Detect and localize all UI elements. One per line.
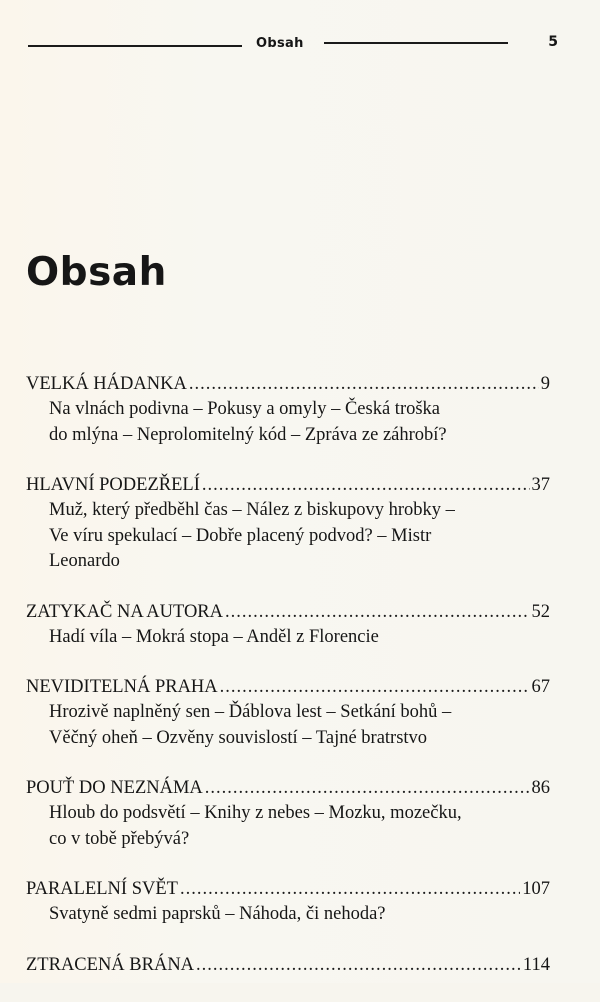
toc-entry-title: VELKÁ HÁDANKA [26, 374, 187, 394]
toc-entry-header [26, 371, 550, 397]
page-title: Obsah [26, 250, 167, 295]
toc-entry-title: ZATYKAČ NA AUTORA [26, 601, 224, 622]
toc-entry-title: NEVIDITELNÁ PRAHA [26, 677, 218, 697]
toc-leader-dots [220, 674, 530, 700]
toc-entry-subtitle [49, 902, 550, 928]
toc-entry-header [26, 674, 550, 700]
toc-entry-title: PARALELNÍ SVĚT [26, 879, 178, 899]
toc-entry [26, 876, 550, 928]
toc-leader-dots [196, 952, 521, 978]
toc-entry-page: 52 [531, 601, 550, 622]
toc-entry-subtitle [49, 397, 550, 448]
toc-entry-subtitle [49, 498, 550, 575]
toc-entry [26, 472, 550, 575]
toc-subtitle-line: Ve víru spekulací – Dobře placený podvod? – Mistr [49, 525, 432, 546]
toc-entry-page: 86 [531, 778, 550, 798]
toc-entry-subtitle [49, 801, 550, 852]
toc-entry [26, 952, 550, 978]
toc-subtitle-line: Věčný oheň – Ozvěny souvislostí – Tajné bratrstvo [49, 727, 428, 748]
toc-subtitle-line: do mlýna – Neprolomitelný kód – Zpráva ze záhrobí? [49, 424, 447, 445]
toc-entry-header [26, 952, 550, 978]
toc-leader-dots [189, 371, 539, 397]
toc-entry [26, 674, 550, 751]
toc-subtitle-line: Muž, který předběhl čas – Nález z biskupovy hrobky – [49, 500, 455, 520]
toc-entry-page: 9 [540, 374, 550, 394]
toc-entry [26, 371, 550, 448]
running-header [28, 32, 556, 56]
toc-entry-subtitle [49, 625, 550, 651]
toc-subtitle-line: Hloub do podsvětí – Knihy z nebes – Mozku, mozečku, [49, 803, 462, 823]
toc-subtitle-line: Svatyně sedmi paprsků – Náhoda, či nehoda? [49, 904, 386, 924]
toc-entry-header [26, 472, 550, 498]
table-of-contents [26, 371, 550, 1002]
toc-leader-dots [180, 876, 520, 902]
toc-entry-header [26, 775, 550, 801]
header-rule-right [324, 42, 508, 44]
toc-leader-dots [205, 775, 530, 801]
toc-entry [26, 599, 550, 651]
toc-entry-header [26, 599, 550, 625]
toc-entry-page: 67 [531, 677, 550, 697]
toc-entry [26, 775, 550, 852]
toc-entry-header [26, 876, 550, 902]
toc-entry-page: 37 [531, 475, 550, 495]
toc-subtitle-line: Leonardo [49, 551, 120, 571]
toc-subtitle-line: Hrozivě naplněný sen – Ďáblova lest – Setkání bohů – [49, 702, 452, 722]
toc-entry-title: HLAVNÍ PODEZŘELÍ [26, 475, 200, 495]
page-number: 5 [548, 34, 558, 50]
toc-leader-dots [202, 472, 530, 498]
toc-entry-title: POUŤ DO NEZNÁMA [26, 778, 203, 798]
header-rule-left [28, 45, 242, 47]
toc-subtitle-line: Hadí víla – Mokrá stopa – Anděl z Florencie [49, 626, 379, 647]
toc-leader-dots [225, 599, 529, 625]
toc-entry-title: ZTRACENÁ BRÁNA [26, 954, 195, 975]
toc-subtitle-line: Na vlnách podivna – Pokusy a omyly – Česká troška [49, 399, 441, 419]
toc-entry-page: 107 [522, 879, 550, 899]
toc-entry-page: 114 [522, 954, 550, 975]
toc-entry-subtitle [49, 700, 550, 751]
running-header-title: Obsah [256, 36, 304, 51]
toc-subtitle-line: co v tobě přebývá? [49, 828, 190, 849]
